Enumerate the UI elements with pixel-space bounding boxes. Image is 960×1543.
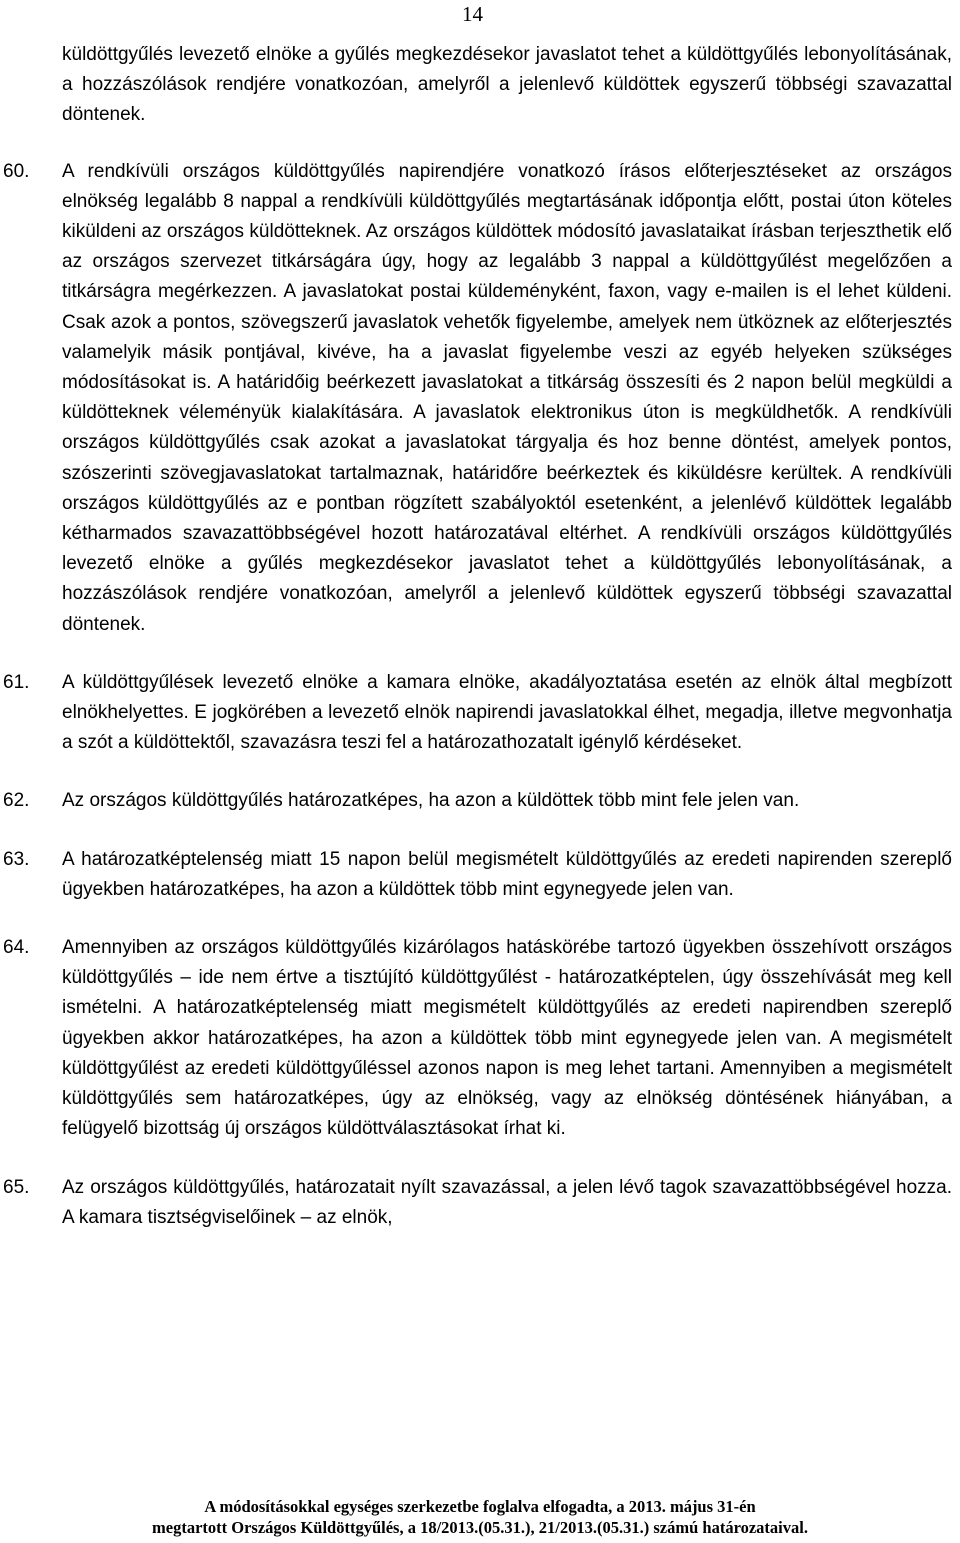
- section-number: 62.: [3, 790, 30, 812]
- page-footer: [0, 1496, 960, 1538]
- section-64: [0, 933, 960, 1144]
- section-text: A határozatképtelenség miatt 15 napon belül megismételt küldöttgyűlés az eredeti napirenden szereplő ügyekben határozatképes, ha azon a küldöttek több mint egynegyede jelen van.: [62, 848, 952, 900]
- section-number: 65.: [3, 1176, 30, 1198]
- section-number: 61.: [3, 671, 30, 693]
- section-62: [0, 786, 960, 816]
- section-number: 63.: [3, 848, 30, 870]
- section-61: [0, 668, 960, 759]
- intro-paragraph: [0, 40, 960, 131]
- section-60: [0, 157, 960, 640]
- footer-line-1: A módosításokkal egységes szerkezetbe foglalva elfogadta, a 2013. május 31-én: [204, 1497, 756, 1516]
- page-number: 14: [462, 2, 483, 26]
- section-text: Amennyiben az országos küldöttgyűlés kizárólagos hatáskörébe tartozó ügyekben összehívott országos küldöttgyűlés – ide nem értve a tisztújító küldöttgyűlést - határozatképtelen, úgy összehívását meg kell ismételni. A határozatképtelenség miatt megismételt küldöttgyűlés az eredeti napirendben szereplő ügyekben akkor határozatképes, ha azon a küldöttek több mint egynegyede jelen van. A megismételt küldöttgyűlést az eredeti küldöttgyűléssel azonos napon is meg lehet tartani. Amennyiben a megismételt küldöttgyűlés sem határozatképes, úgy az elnökség, vagy az elnökség döntésének hiányában, a felügyelő bizottság új országos küldöttválasztásokat írhat ki.: [62, 937, 952, 1140]
- section-65: [0, 1173, 960, 1233]
- section-text: Az országos küldöttgyűlés, határozatait nyílt szavazással, a jelen lévő tagok szavazattöbbségével hozza. A kamara tisztségviselőinek – az elnök,: [62, 1176, 952, 1228]
- section-text: A küldöttgyűlések levezető elnöke a kamara elnöke, akadályoztatása esetén az elnök által megbízott elnökhelyettes. E jogkörében a levezető elnök napirendi javaslatokkal élhet, megadja, illetve megvonhatja a szót a küldöttektől, szavazásra teszi fel a határozathozatalt igénylő kérdéseket.: [62, 671, 952, 754]
- section-63: [0, 845, 960, 905]
- intro-text: küldöttgyűlés levezető elnöke a gyűlés megkezdésekor javaslatot tehet a küldöttgyűlés lebonyolításának, a hozzászólások rendjére vonatkozóan, amelyről a jelenlevő küldöttek egyszerű többségi szavazattal döntenek.: [62, 44, 952, 126]
- footer-line-2: megtartott Országos Küldöttgyűlés, a 18/2013.(05.31.), 21/2013.(05.31.) számú határozataival.: [152, 1518, 808, 1537]
- section-text: A rendkívüli országos küldöttgyűlés napirendjére vonatkozó írásos előterjesztéseket az országos elnökség legalább 8 nappal a rendkívüli küldöttgyűlés megtartásának időpontja előtt, postai úton köteles kiküldeni az országos küldötteknek. Az országos küldöttek módosító javaslataikat írásban terjeszthetik elő az országos szervezet titkárságára úgy, hogy az legalább 3 nappal a küldöttgyűlést megelőzően a titkárságra megérkezzen. A javaslatokat postai küldeményként, faxon, vagy e-mailen is el lehet küldeni. Csak azok a pontos, szövegszerű javaslatok vehetők figyelembe, amelyek nem ütköznek az előterjesztés valamelyik másik pontjával, kivéve, ha a javaslat figyelembe veszi az egyéb helyeken szükséges módosításokat is. A határidőig beérkezett javaslatokat a titkárság összesíti és 2 napon belül megküldi a küldötteknek véleményük kialakítására. A javaslatok elektronikus úton is megküldhetők. A rendkívüli országos küldöttgyűlés csak azokat a javaslatokat tárgyalja és hoz benne döntést, amelyek pontos, szószerinti szövegjavaslatokat tartalmaznak, határidőre beérkeztek és kiküldésre kerültek. A rendkívüli országos küldöttgyűlés az e pontban rögzített szabályoktól esetenként, a jelenlévő küldöttek legalább kétharmados szavazattöbbségével hozott határozatával eltérhet. A rendkívüli országos küldöttgyűlés levezető elnöke a gyűlés megkezdésekor javaslatot tehet a küldöttgyűlés lebonyolításának, a hozzászólások rendjére vonatkozóan, amelyről a jelenlevő küldöttek egyszerű többségi szavazattal döntenek.: [62, 160, 952, 635]
- section-number: 64.: [3, 937, 30, 959]
- section-number: 60.: [3, 160, 30, 182]
- document-body: [0, 40, 960, 1261]
- section-text: Az országos küldöttgyűlés határozatképes, ha azon a küldöttek több mint fele jelen van.: [62, 790, 800, 812]
